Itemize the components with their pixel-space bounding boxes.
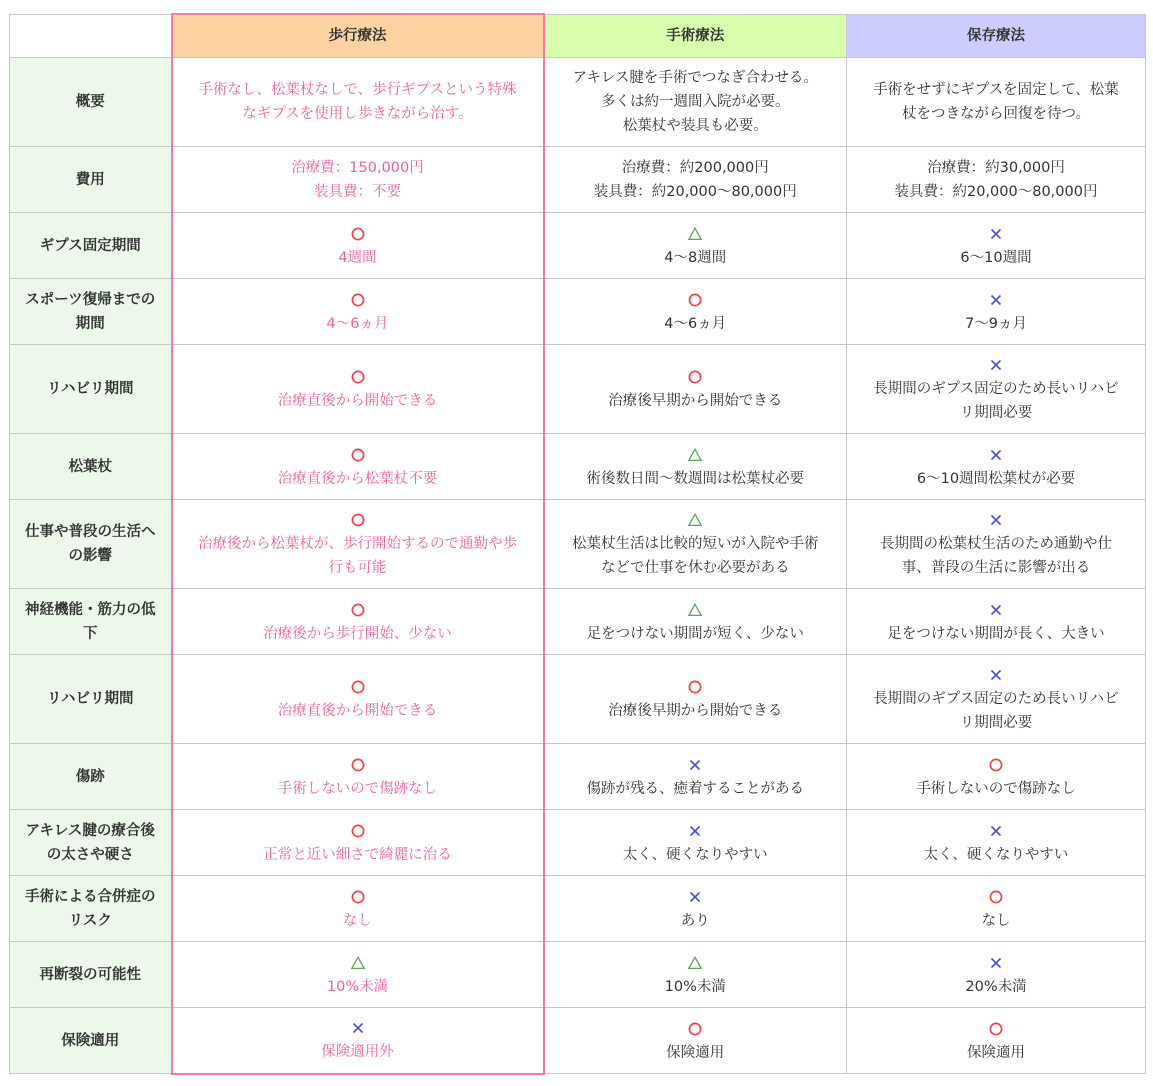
row-label <box>10 58 172 147</box>
cell-text: 長期間のギプス固定のため長いリハビ <box>873 381 1119 397</box>
cell-text: 装具費：不要 <box>314 183 401 200</box>
row-label-line: の影響 <box>68 548 112 564</box>
walk-cell <box>172 434 544 500</box>
row-label-line: 費用 <box>75 171 105 188</box>
conservative-cell <box>847 744 1146 810</box>
cell-text: 行も可能 <box>328 560 387 576</box>
row-label <box>10 345 172 434</box>
row-label-line: 期間 <box>75 315 105 332</box>
cell-text: 7〜9ヵ月 <box>965 315 1027 332</box>
conservative-cell <box>847 876 1146 942</box>
cross-mark-icon <box>855 288 1137 312</box>
surgery-cell <box>544 1008 847 1074</box>
walk-cell <box>172 744 544 810</box>
treatment-comparison-table <box>9 13 1146 1075</box>
circle-mark-icon <box>855 1017 1137 1041</box>
cell-text: 治療直後から開始できる <box>277 393 438 409</box>
surgery-cell <box>544 147 847 213</box>
cross-mark-icon <box>855 951 1137 975</box>
row-label-line: リスク <box>68 912 112 929</box>
cell-text: 4週間 <box>338 249 377 266</box>
cell-text: 6〜10週間松葉杖が必要 <box>916 470 1076 487</box>
walk-cell <box>172 876 544 942</box>
row-label <box>10 434 172 500</box>
cross-mark-icon <box>553 753 839 777</box>
cell-text: 足をつけない期間が長く、大きい <box>887 625 1105 642</box>
row-label <box>10 655 172 744</box>
walk-cell <box>172 655 544 744</box>
conservative-cell <box>847 500 1146 589</box>
cell-text: なし <box>981 912 1011 929</box>
cell-text: 治療直後から開始できる <box>277 703 438 719</box>
circle-mark-icon <box>181 819 535 843</box>
circle-mark-icon <box>553 675 839 699</box>
circle-mark-icon <box>181 675 535 699</box>
walk-cell <box>172 810 544 876</box>
cell-text: 10%未満 <box>326 978 389 995</box>
cell-text: 装具費：約20,000〜80,000円 <box>593 183 797 200</box>
cell-text: 治療費：約200,000円 <box>621 159 769 176</box>
walk-cell <box>172 58 544 147</box>
circle-mark-icon <box>181 508 535 532</box>
cross-mark-icon <box>855 663 1137 687</box>
conservative-cell <box>847 1008 1146 1074</box>
surgery-cell <box>544 213 847 279</box>
cell-text: 術後数日間〜数週間は松葉杖必要 <box>586 470 804 487</box>
surgery-cell <box>544 876 847 942</box>
cell-text: 保険適用 <box>666 1044 725 1061</box>
cross-mark-icon <box>553 819 839 843</box>
walk-cell <box>172 589 544 655</box>
surgery-cell <box>544 345 847 434</box>
walk-cell <box>172 1008 544 1074</box>
conservative-cell <box>847 589 1146 655</box>
cell-text: 松葉杖や装具も必要。 <box>622 118 768 134</box>
table-row <box>10 434 1146 500</box>
table-row <box>10 58 1146 147</box>
table-row <box>10 147 1146 213</box>
triangle-mark-icon <box>181 951 535 975</box>
cell-text: 多くは約一週間入院が必要。 <box>601 94 790 110</box>
row-label <box>10 147 172 213</box>
cell-text: 治療後早期から開始できる <box>608 393 783 409</box>
cell-text: 手術しないので傷跡なし <box>277 780 438 797</box>
cell-text: 治療費：約30,000円 <box>927 159 1065 176</box>
table-row <box>10 500 1146 589</box>
cross-mark-icon <box>855 353 1137 377</box>
circle-mark-icon <box>553 288 839 312</box>
surgery-cell <box>544 744 847 810</box>
conservative-cell <box>847 810 1146 876</box>
cross-mark-icon <box>855 508 1137 532</box>
cell-text: 保険適用外 <box>321 1044 394 1061</box>
row-label <box>10 876 172 942</box>
surgery-cell <box>544 942 847 1008</box>
cell-text: なし <box>343 912 372 929</box>
circle-mark-icon <box>181 753 535 777</box>
row-label-line: 再断裂の可能性 <box>39 966 141 983</box>
table-row <box>10 213 1146 279</box>
cell-text: 杖をつきながら回復を待つ。 <box>902 106 1090 122</box>
conservative-cell <box>847 345 1146 434</box>
cross-mark-icon <box>855 222 1137 246</box>
conservative-cell <box>847 279 1146 345</box>
cell-text: 太く、硬くなりやすい <box>622 846 768 863</box>
row-label-line: リハビリ期間 <box>46 381 134 397</box>
triangle-mark-icon <box>553 508 839 532</box>
triangle-mark-icon <box>553 951 839 975</box>
conservative-cell <box>847 434 1146 500</box>
surgery-cell <box>544 58 847 147</box>
cell-text: 4〜6ヵ月 <box>664 315 727 332</box>
row-label-line: 神経機能・筋力の低 <box>25 601 156 618</box>
circle-mark-icon <box>181 288 535 312</box>
circle-mark-icon <box>553 1017 839 1041</box>
row-label-line: 仕事や普段の生活へ <box>25 524 156 540</box>
cross-mark-icon <box>855 598 1137 622</box>
row-label <box>10 500 172 589</box>
table-row <box>10 655 1146 744</box>
row-label-line: スポーツ復帰までの <box>25 291 156 308</box>
circle-mark-icon <box>181 598 535 622</box>
cell-text: あり <box>680 912 710 929</box>
cell-text: 20%未満 <box>965 978 1027 995</box>
circle-mark-icon <box>855 885 1137 909</box>
surgery-cell <box>544 500 847 589</box>
header-surgical-therapy: 手術療法 <box>544 14 847 58</box>
cell-text: 手術なし、松葉杖なしで、歩行ギプスという特殊 <box>198 82 517 98</box>
row-label-line: 傷跡 <box>75 768 105 785</box>
table-row <box>10 1008 1146 1074</box>
cell-text: 松葉杖生活は比較的短いが入院や手術 <box>572 536 819 552</box>
circle-mark-icon <box>553 365 839 389</box>
walk-cell <box>172 345 544 434</box>
row-label-line: 手術による合併症の <box>25 888 156 905</box>
cell-text: 4〜6ヵ月 <box>326 315 389 332</box>
cell-text: 太く、硬くなりやすい <box>923 846 1069 863</box>
cell-text: 保険適用 <box>967 1044 1025 1061</box>
walk-cell <box>172 213 544 279</box>
cell-text: などで仕事を休む必要がある <box>601 560 790 576</box>
table-row <box>10 744 1146 810</box>
cell-text: 4〜8週間 <box>664 249 727 266</box>
cell-text: リ期間必要 <box>959 405 1033 421</box>
walk-cell <box>172 942 544 1008</box>
cell-text: 手術をせずにギプスを固定して、松葉 <box>873 82 1119 98</box>
table-row <box>10 942 1146 1008</box>
surgery-cell <box>544 279 847 345</box>
conservative-cell <box>847 58 1146 147</box>
triangle-mark-icon <box>553 222 839 246</box>
surgery-cell <box>544 434 847 500</box>
cell-text: 治療後早期から開始できる <box>608 703 783 719</box>
cell-text: 事、普段の生活に影響が出る <box>901 560 1091 576</box>
surgery-cell <box>544 655 847 744</box>
conservative-cell <box>847 655 1146 744</box>
header-walking-therapy: 歩行療法 <box>172 14 544 58</box>
cell-text: 長期間のギプス固定のため長いリハビ <box>873 691 1119 707</box>
cell-text: 足をつけない期間が短く、少ない <box>586 625 804 642</box>
row-label-line: の太さや硬さ <box>46 846 134 863</box>
cross-mark-icon <box>855 443 1137 467</box>
row-label <box>10 213 172 279</box>
row-label-line: リハビリ期間 <box>46 691 134 707</box>
conservative-cell <box>847 147 1146 213</box>
cell-text: 正常と近い細さで綺麗に治る <box>263 846 452 863</box>
header-conservative-therapy: 保存療法 <box>847 14 1146 58</box>
header-row <box>10 14 1146 58</box>
corner-cell <box>10 14 172 58</box>
cell-text: 治療後から歩行開始、少ない <box>263 625 452 642</box>
cell-text: 10%未満 <box>664 978 726 995</box>
walk-cell <box>172 279 544 345</box>
cell-text: 長期間の松葉杖生活のため通勤や仕 <box>880 536 1112 552</box>
row-label <box>10 1008 172 1074</box>
row-label-line: ギプス固定期間 <box>39 237 141 254</box>
row-label-line: 保険適用 <box>61 1032 120 1049</box>
cell-text: 手術しないので傷跡なし <box>916 780 1076 797</box>
table-row <box>10 589 1146 655</box>
cell-text: アキレス腱を手術でつなぎ合わせる。 <box>572 70 818 86</box>
triangle-mark-icon <box>553 598 839 622</box>
circle-mark-icon <box>181 443 535 467</box>
cross-mark-icon <box>855 819 1137 843</box>
table-row <box>10 810 1146 876</box>
cross-mark-icon <box>553 885 839 909</box>
row-label-line: 松葉杖 <box>68 458 112 475</box>
row-label <box>10 279 172 345</box>
cell-text: 6〜10週間 <box>960 249 1032 266</box>
row-label <box>10 744 172 810</box>
table-row <box>10 345 1146 434</box>
cell-text: 治療直後から松葉杖不要 <box>277 470 438 487</box>
conservative-cell <box>847 942 1146 1008</box>
surgery-cell <box>544 589 847 655</box>
circle-mark-icon <box>855 753 1137 777</box>
row-label-line: アキレス腱の療合後 <box>25 822 155 839</box>
table-row <box>10 876 1146 942</box>
walk-cell <box>172 500 544 589</box>
circle-mark-icon <box>181 222 535 246</box>
circle-mark-icon <box>181 885 535 909</box>
row-label-line: 概要 <box>75 94 105 110</box>
triangle-mark-icon <box>553 443 839 467</box>
cell-text: なギプスを使用し歩きながら治す。 <box>242 106 473 122</box>
row-label <box>10 589 172 655</box>
cell-text: 傷跡が残る、癒着することがある <box>586 780 804 797</box>
circle-mark-icon <box>181 365 535 389</box>
row-label-line: 下 <box>83 625 98 642</box>
cell-text: リ期間必要 <box>959 715 1033 731</box>
cell-text: 治療後から松葉杖が、歩行開始するので通勤や歩 <box>198 536 517 552</box>
conservative-cell <box>847 213 1146 279</box>
surgery-cell <box>544 810 847 876</box>
cell-text: 治療費：150,000円 <box>291 159 424 176</box>
row-label <box>10 810 172 876</box>
walk-cell <box>172 147 544 213</box>
cross-mark-icon <box>181 1016 535 1040</box>
cell-text: 装具費：約20,000〜80,000円 <box>894 183 1098 200</box>
table-row <box>10 279 1146 345</box>
row-label <box>10 942 172 1008</box>
